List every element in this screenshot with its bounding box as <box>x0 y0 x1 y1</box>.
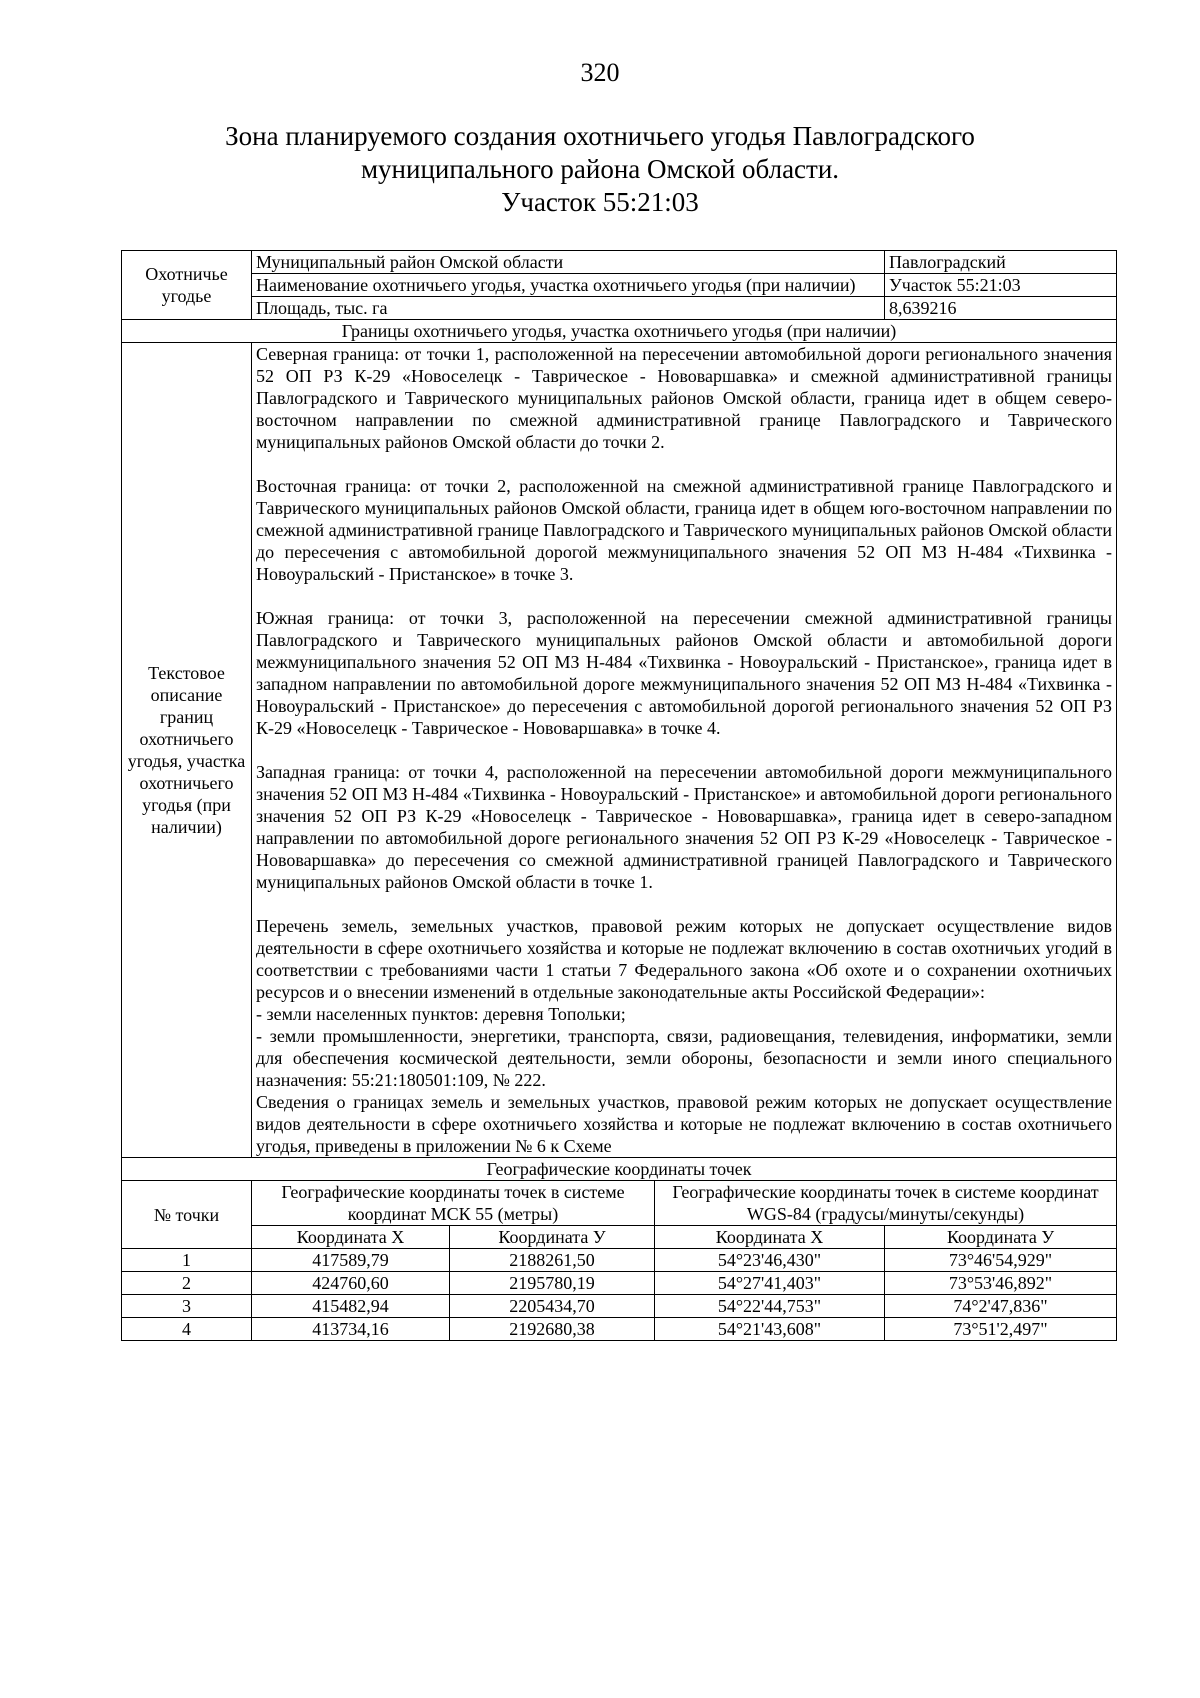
ground-name-label: Наименование охотничьего угодья, участка охотничьего угодья (при наличии) <box>252 274 885 297</box>
wgs-header: Географические координаты точек в системе координат WGS-84 (градусы/минуты/секунды) <box>655 1181 1117 1226</box>
coordinates-header: Географические координаты точек <box>122 1158 1117 1181</box>
south-border-text: Южная граница: от точки 3, расположенной на пересечении смежной административной границы Павлоградского и Таврического муниципальных районов Омской области и автомобильной дороги межмуниципального значения 52 ОП МЗ Н-484 «Тихвинка - Новоуральский - Пристанское», граница идет в западном направлении по автомобильной дороге межмуниципального значения 52 ОП МЗ Н-484 «Тихвинка - Новоуральский - Пристанское» до пересечения с автомобильной дорогой регионального значения 52 ОП РЗ К-29 «Новоселецк - Таврическое - Нововаршавка» в точке 4. <box>256 608 1113 738</box>
title-line-2: муниципального района Омской области. <box>360 154 840 184</box>
coord-lon: 73°46'54,929" <box>885 1249 1117 1272</box>
table-row <box>122 1181 1117 1226</box>
table-row <box>122 251 1117 274</box>
coordinate-row <box>122 1295 1117 1318</box>
district-value: Павлоградский <box>885 251 1117 274</box>
east-border-text: Восточная граница: от точки 2, расположенной на смежной административной границе Павлоградского и Таврического муниципальных районов Омской области, граница идет в общем юго-восточном направлении по смежной административной границе Павлоградского и Таврического муниципальных районов Омской области до пересечения с автомобильной дорогой межмуниципального значения 52 ОП МЗ Н-484 «Тихвинка - Новоуральский - Пристанское» в точке 3. <box>256 476 1113 584</box>
coordinate-row <box>122 1318 1117 1341</box>
coord-lat: 54°27'41,403" <box>655 1272 885 1295</box>
description-label: Текстовое описание границ охотничьего угодья, участка охотничьего угодья (при наличии) <box>122 343 252 1158</box>
point-number: 4 <box>122 1318 252 1341</box>
col-y-msk: Координата У <box>450 1226 655 1249</box>
coord-x: 413734,16 <box>252 1318 450 1341</box>
borders-header: Границы охотничьего угодья, участка охотничьего угодья (при наличии) <box>122 320 1117 343</box>
point-number: 3 <box>122 1295 252 1318</box>
coordinate-row <box>122 1249 1117 1272</box>
coord-lon: 73°51'2,497" <box>885 1318 1117 1341</box>
point-number-header: № точки <box>122 1181 252 1249</box>
coord-lat: 54°22'44,753" <box>655 1295 885 1318</box>
coord-y: 2188261,50 <box>450 1249 655 1272</box>
coord-y: 2192680,38 <box>450 1318 655 1341</box>
excluded-lands-intro: Перечень земель, земельных участков, правовой режим которых не допускает осуществление видов деятельности в сфере охотничьего хозяйства и которые не подлежат включению в состав охотничьих угодий в соответствии с требованиями части 1 статьи 7 Федерального закона «Об охоте и о сохранении охотничьих ресурсов и о внесении изменений в отдельные законодательные акты Российской Федерации»: <box>256 916 1113 1002</box>
north-border-text: Северная граница: от точки 1, расположенной на пересечении автомобильной дороги регионального значения 52 ОП РЗ К-29 «Новоселецк - Таврическое - Нововаршавка» и смежной административной границы Павлоградского и Таврического муниципальных районов Омской области, граница идет в общем северо-восточном направлении по смежной административной границе Павлоградского и Таврического муниципальных районов Омской области до точки 2. <box>256 344 1113 452</box>
msk-header: Географические координаты точек в системе координат МСК 55 (метры) <box>252 1181 655 1226</box>
border-description <box>252 343 1117 1158</box>
area-value: 8,639216 <box>885 297 1117 320</box>
table-row <box>122 1226 1117 1249</box>
table-row <box>122 274 1117 297</box>
page-number: 320 <box>580 58 620 87</box>
table-row <box>122 297 1117 320</box>
coord-y: 2195780,19 <box>450 1272 655 1295</box>
area-label: Площадь, тыс. га <box>252 297 885 320</box>
hunting-ground-table <box>121 250 1117 1341</box>
col-x-wgs: Координата X <box>655 1226 885 1249</box>
excluded-lands-item: - земли населенных пунктов: деревня Топольки; <box>256 1004 626 1024</box>
excluded-lands-item: - земли промышленности, энергетики, транспорта, связи, радиовещания, телевидения, информатики, земли для обеспечения космической деятельности, земли обороны, безопасности и земли иного специального назначения: 55:21:180501:109, № 222. <box>256 1026 1113 1090</box>
table-row <box>122 320 1117 343</box>
coord-lon: 73°53'46,892" <box>885 1272 1117 1295</box>
title-line-1: Зона планируемого создания охотничьего угодья Павлоградского <box>225 121 975 151</box>
coord-x: 415482,94 <box>252 1295 450 1318</box>
coord-x: 424760,60 <box>252 1272 450 1295</box>
col-x-msk: Координата X <box>252 1226 450 1249</box>
coord-lat: 54°23'46,430" <box>655 1249 885 1272</box>
coord-y: 2205434,70 <box>450 1295 655 1318</box>
excluded-lands-info: Сведения о границах земель и земельных участков, правовой режим которых не допускает осуществление видов деятельности в сфере охотничьего хозяйства и которые не подлежат включению в состав охотничьего угодья, приведены в приложении № 6 к Схеме <box>256 1092 1113 1156</box>
table-row <box>122 343 1117 1158</box>
coord-lat: 54°21'43,608" <box>655 1318 885 1341</box>
coordinate-row <box>122 1272 1117 1295</box>
table-row <box>122 1158 1117 1181</box>
ground-name-value: Участок 55:21:03 <box>885 274 1117 297</box>
coord-x: 417589,79 <box>252 1249 450 1272</box>
district-label: Муниципальный район Омской области <box>252 251 885 274</box>
hunting-ground-label: Охотничье угодье <box>122 251 252 320</box>
coord-lon: 74°2'47,836" <box>885 1295 1117 1318</box>
title-line-3: Участок 55:21:03 <box>501 187 699 217</box>
west-border-text: Западная граница: от точки 4, расположенной на пересечении автомобильной дороги межмуниципального значения 52 ОП МЗ Н-484 «Тихвинка - Новоуральский - Пристанское» и автомобильной дороги регионального значения 52 ОП РЗ К-29 «Новоселецк - Таврическое - Нововаршавка», граница идет в северо-западном направлении по автомобильной дороге регионального значения 52 ОП РЗ К-29 «Новоселецк - Таврическое - Нововаршавка» до пересечения со смежной административной границей Павлоградского и Таврического муниципальных районов Омской области в точке 1. <box>256 762 1113 892</box>
page-title <box>0 120 1200 219</box>
col-y-wgs: Координата У <box>885 1226 1117 1249</box>
point-number: 2 <box>122 1272 252 1295</box>
point-number: 1 <box>122 1249 252 1272</box>
